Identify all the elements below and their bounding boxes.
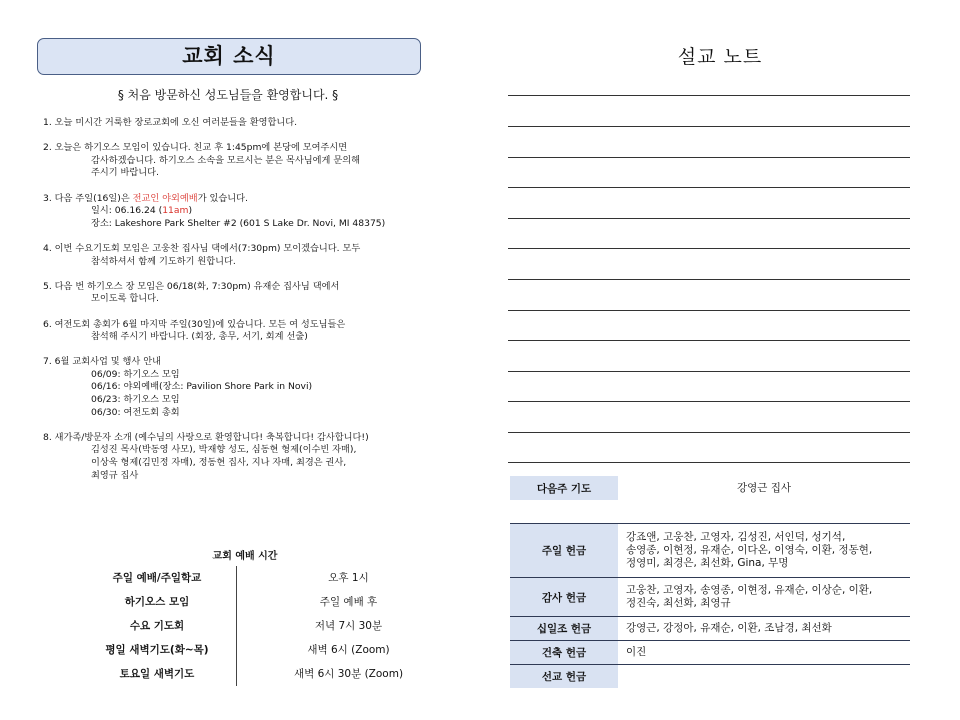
offering-row: 주일 헌금 강죠앤, 고웅찬, 고영자, 김성진, 서인덕, 성기석, 송영종, 이현정, 유재순, 이다온, 이영숙, 이환, 정동현, 정영미, 최경은, 최선화, Gina, 무명 xyxy=(510,524,910,578)
note-line xyxy=(508,432,910,433)
sermon-notes-title: 설교 노트 xyxy=(677,46,763,68)
notice-item: 8. 새가족/방문자 소개 (예수님의 사랑으로 환영합니다! 축복합니다! 감사합니다!) 김성진 목사(박동영 사모), 박재향 성도, 심동현 형제(이수빈 자매), 이상욱 형제(김민정 자매), 정동현 집사, 지나 자매, 최경은 권사, 최영규 집사 xyxy=(43,431,369,481)
offering-table xyxy=(510,523,910,688)
notice-item: 3. 다음 주일(16일)은 전교인 야외예배가 있습니다. 일시: 06.16.24 (11am) 장소: Lakeshore Park Shelter #2 (601 S Lake Dr. Novi, MI 48375) xyxy=(43,192,386,229)
notice-item: 4. 이번 수요기도회 모임은 고웅찬 집사님 댁에서(7:30pm) 모이겠습니다. 모두 참석하셔서 함께 기도하기 원합니다. xyxy=(43,242,361,267)
highlight-text: 전교인 야외예배 xyxy=(132,192,198,204)
offering-row: 십일조 헌금 강영근, 강정아, 유재순, 이환, 조남경, 최선화 xyxy=(510,617,910,641)
note-line xyxy=(508,157,910,158)
note-line xyxy=(508,310,910,311)
note-line xyxy=(508,340,910,341)
offering-row: 감사 헌금 고웅찬, 고영자, 송영종, 이현정, 유재순, 이상순, 이환, 정진숙, 최선화, 최영규 xyxy=(510,578,910,617)
sermon-notes-page xyxy=(480,0,960,720)
welcome-message: § 처음 방문하신 성도님들을 환영합니다. § xyxy=(117,88,339,102)
notice-item: 7. 6월 교회사업 및 행사 안내 06/09: 하기오스 모임 06/16: 야외예배(장소: Pavilion Shore Park in Novi) 06/23: 하기오스 모임 06/30: 여전도회 총회 xyxy=(43,356,313,418)
schedule-row: 토요일 새벽기도 새벽 6시 30분 (Zoom) xyxy=(78,662,460,686)
note-line xyxy=(508,126,910,127)
notice-item: 5. 다음 번 하기오스 장 모임은 06/18(화, 7:30pm) 유재순 집사님 댁에서 모이도록 합니다. xyxy=(43,280,340,305)
note-line xyxy=(508,279,910,280)
note-line xyxy=(508,371,910,372)
notice-list xyxy=(43,117,463,495)
schedule-row: 평일 새벽기도(화~목) 새벽 6시 (Zoom) xyxy=(78,638,460,662)
worship-schedule-table xyxy=(78,566,460,686)
schedule-row: 하기오스 모임 주일 예배 후 xyxy=(78,590,460,614)
schedule-row: 주일 예배/주일학교 오후 1시 xyxy=(78,566,460,590)
offering-row: 선교 헌금 xyxy=(510,665,910,688)
note-line xyxy=(508,462,910,463)
notice-item: 6. 여전도회 총회가 6월 마지막 주일(30일)에 있습니다. 모든 여 성도님들은 참석해 주시기 바랍니다. (회장, 총무, 서기, 회계 선출) xyxy=(43,318,346,343)
church-news-title: 교회 소식 xyxy=(37,38,421,75)
note-line xyxy=(508,187,910,188)
notice-item: 1. 오늘 미시간 거룩한 장로교회에 오신 여러분들을 환영합니다. xyxy=(43,117,298,128)
notice-item: 2. 오늘은 하기오스 모임이 있습니다. 친교 후 1:45pm에 본당에 모여주시면 감사하겠습니다. 하기오스 소속을 모르시는 분은 목사님에게 문의해 주시기 바랍니다. xyxy=(43,142,360,179)
prayer-table xyxy=(510,476,910,500)
highlight-text: 11am xyxy=(162,205,189,217)
prayer-row: 다음주 기도 강영근 집사 xyxy=(510,476,910,500)
note-line xyxy=(508,95,910,96)
worship-schedule-title: 교회 예배 시간 xyxy=(212,551,278,562)
note-line xyxy=(508,218,910,219)
note-line xyxy=(508,248,910,249)
offering-row: 건축 헌금 이진 xyxy=(510,641,910,665)
note-line xyxy=(508,401,910,402)
schedule-row: 수요 기도회 저녁 7시 30분 xyxy=(78,614,460,638)
